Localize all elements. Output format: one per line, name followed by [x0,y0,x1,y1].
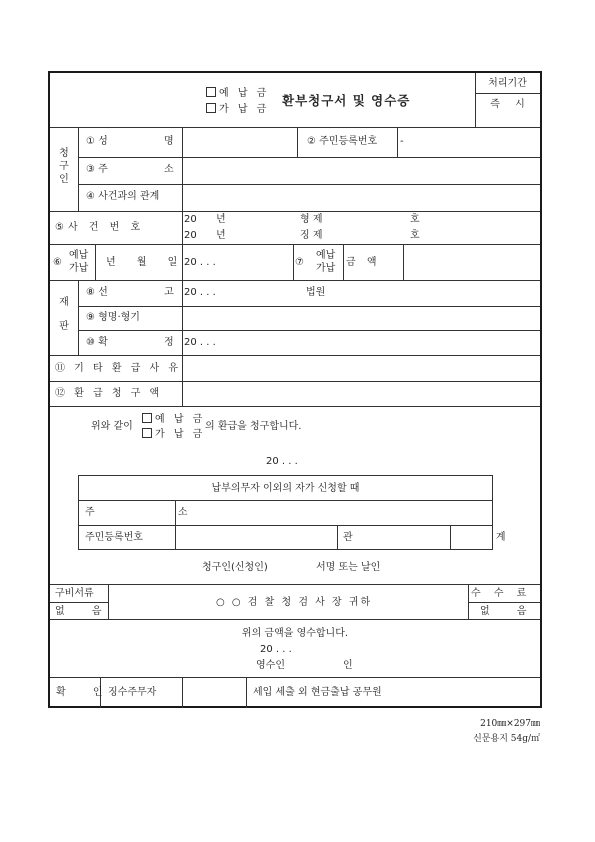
rule-amount-mid [343,244,344,280]
address-field[interactable] [183,158,540,184]
sentence-label-end: 고 [164,287,174,298]
rule-amount-bottom [50,406,540,407]
rule-fee-mid [468,602,540,603]
deposit-date-field[interactable]: 20 . . . [184,257,216,268]
docs-label: 구비서류 [55,588,94,599]
relation-field[interactable] [183,185,540,211]
checkbox-icon [206,103,216,113]
deposit-label-temp: 가납 [69,263,89,274]
other-reason-label: ⑪ 기 타 환 급 사 유 [55,363,182,374]
final-label: ⑩ 확 [86,337,108,348]
penalty-field[interactable] [183,307,540,330]
rule-fee-left [468,584,469,619]
deposit-date-label: 년 월 일 [106,257,187,268]
final-label-end: 정 [164,337,174,348]
address-label: ③ 주 [86,164,108,175]
other-reason-field[interactable] [183,356,540,381]
collector-sign-field[interactable] [183,678,246,707]
rule-deposit-num [95,244,96,280]
final-date-field[interactable]: 20 . . . [184,337,216,348]
third-party-relation-label: 관 계 [343,532,576,543]
checkbox-icon [206,87,216,97]
collector-label: 징수주무자 [108,687,157,698]
case-row1-no-unit: 호 [410,214,420,225]
request-prefix: 위와 같이 [91,421,133,432]
rule-penalty-bottom [78,330,540,331]
addressee: ○ ○ 검 찰 청 검 사 장 귀하 [216,597,373,608]
rule-trial-group [78,280,79,355]
sentence-label: ⑧ 선 [86,287,108,298]
name-label: ① 성 [86,136,108,147]
case-row2-year: 20 [184,230,197,241]
court-label: 법원 [306,287,326,298]
receiver-seal[interactable]: 인 [343,660,353,671]
third-party-heading: 납부의무자 이외의 자가 신청할 때 [211,483,360,494]
receiver-label: 영수인 [256,660,285,671]
case-row1-kind: 형 제 [300,214,323,225]
case-row1-year: 20 [184,214,197,225]
paper-type: 신문용지 54g/㎡ [473,734,540,744]
option-temp[interactable]: 가 납 금 [206,103,269,116]
case-row1-year-unit: 년 [216,214,226,225]
receipt-date[interactable]: 20 . . . [260,644,292,655]
rule-rrn-left [297,127,298,157]
claimant-group-label: 청 구 인 [59,148,69,185]
docs-value: 없 음 [55,606,114,617]
relation-label: ④ 사건과의 관계 [86,191,160,202]
third-party-address-field[interactable] [176,501,492,525]
rule-attach-top [50,584,540,585]
third-party-rrn-field[interactable] [176,526,337,549]
rule-confirm-top [50,677,540,678]
confirm-categories: 세입 세출 외 현금출납 공무원 [253,687,382,698]
refund-request-form [48,71,576,708]
rule-confirm-3 [246,677,247,708]
rule-rrn-right [397,127,398,157]
case-row2-year-unit: 년 [216,230,226,241]
checkbox-icon [142,413,152,423]
amount-label: 금 액 [346,257,381,268]
rule-claimant-group [78,127,79,211]
processing-label: 처리기간 [488,78,527,89]
rule-deposit-bottom [50,280,540,281]
third-party-relation-field[interactable] [451,526,492,549]
name-field[interactable] [183,128,297,157]
receipt-statement: 위의 금액을 영수합니다. [241,628,349,639]
request-suffix: 의 환급을 청구합니다. [205,421,302,432]
option-prepay[interactable]: 예 납 금 [206,87,269,100]
amount-label-temp: 가납 [316,263,336,274]
third-party-address-label: 주 소 [85,507,228,518]
refund-amount-field[interactable] [183,382,540,406]
sentence-date-field[interactable]: 20 . . . [184,287,216,298]
request-date[interactable]: 20 . . . [266,456,298,467]
paper-size: 210㎜×297㎜ [480,719,540,729]
address-label-end: 소 [164,164,174,175]
refund-amount-label: ⑫ 환 급 청 구 액 [55,388,163,399]
name-label-end: 명 [164,136,174,147]
rule-claimant-bottom [50,211,540,212]
request-option-prepay[interactable]: 예 납 금 [142,413,205,426]
confirm-label: 확 인 [56,687,115,698]
rule-docs-mid [50,602,108,603]
penalty-label: ⑨ 형명·형기 [86,312,140,323]
fee-label: 수 수 료 [471,588,532,599]
case-row2-kind: 징 제 [300,230,323,241]
fee-value: 없 음 [480,606,539,617]
amount-field[interactable] [404,245,540,280]
deposit-number: ⑥ [53,257,62,268]
amount-label-prepay: 예납 [316,250,336,261]
checkbox-icon [142,428,152,438]
third-party-rrn-label: 주민등록번호 [85,532,143,543]
claimant-signature-label: 청구인(신청인) [202,562,268,573]
amount-number: ⑦ [295,257,304,268]
page-title: 환부청구서 및 영수증 [282,93,411,108]
case-number-label: ⑤사 건 번 호 [55,222,145,233]
trial-group-label: 재 판 [59,297,69,332]
case-row2-no-unit: 호 [410,230,420,241]
rule-receipt-top [50,619,540,620]
signature-sign-label[interactable]: 서명 또는 날인 [316,562,381,573]
rrn-label: ② 주민등록번호 [307,136,378,147]
request-option-temp[interactable]: 가 납 금 [142,428,205,441]
rrn-field[interactable]: - [400,136,404,147]
rule-amount-left [293,244,294,280]
rule-processing [475,93,540,94]
processing-value: 즉 시 [490,99,531,110]
third-party-box [78,475,576,550]
deposit-label-prepay: 예납 [69,250,89,261]
